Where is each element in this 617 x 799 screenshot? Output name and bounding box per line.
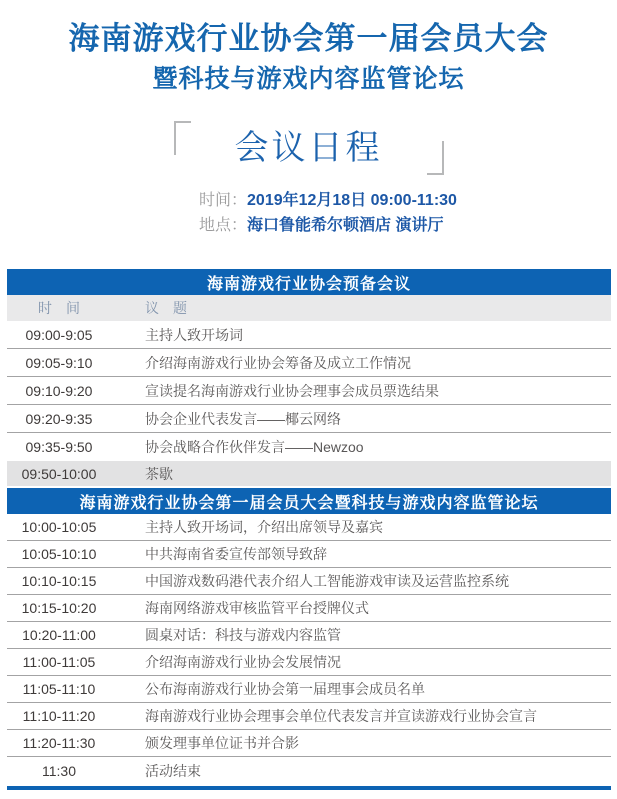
agenda-row bbox=[7, 377, 611, 405]
agenda-row bbox=[7, 514, 611, 541]
agenda-time: 10:10-10:15 bbox=[21, 573, 97, 589]
agenda-topic: 颁发理事单位证书并合影 bbox=[145, 735, 299, 751]
column-header-row bbox=[7, 295, 611, 321]
agenda-topic: 活动结束 bbox=[145, 762, 201, 779]
event-info bbox=[199, 190, 617, 237]
agenda-time: 09:35-9:50 bbox=[25, 439, 93, 455]
agenda-topic: 中国游戏数码港代表介绍人工智能游戏审读及运营监控系统 bbox=[145, 573, 509, 589]
time-label: 时间： bbox=[199, 192, 248, 209]
agenda-row bbox=[7, 405, 611, 433]
bottom-accent-bar bbox=[7, 786, 611, 790]
session1-header: 海南游戏行业协会预备会议 bbox=[7, 269, 611, 295]
agenda-topic: 主持人致开场词，介绍出席领导及嘉宾 bbox=[145, 519, 383, 535]
section-heading bbox=[0, 121, 617, 175]
page-title-line2: 暨科技与游戏内容监管论坛 bbox=[152, 65, 465, 93]
agenda-topic: 海南游戏行业协会理事会单位代表发言并宣读游戏行业协会宣言 bbox=[145, 708, 537, 724]
agenda-time: 10:05-10:10 bbox=[21, 546, 97, 562]
agenda-row bbox=[7, 321, 611, 349]
agenda-time: 11:10-11:20 bbox=[22, 708, 96, 724]
session2-rows bbox=[7, 514, 611, 784]
venue-label: 地点： bbox=[199, 217, 248, 234]
page-title-line1: 海南游戏行业协会第一届会员大会 bbox=[68, 21, 549, 56]
agenda-topic: 协会企业代表发言——椰云网络 bbox=[145, 410, 341, 427]
agenda-topic: 宣读提名海南游戏行业协会理事会成员票选结果 bbox=[145, 382, 439, 399]
agenda-topic: 海南网络游戏审核监管平台授牌仪式 bbox=[145, 600, 369, 616]
agenda-topic: 茶歇 bbox=[145, 465, 173, 482]
venue-value: 海口鲁能希尔顿酒店 演讲厅 bbox=[247, 217, 444, 234]
agenda-row-break bbox=[7, 461, 611, 486]
agenda-row bbox=[7, 622, 611, 649]
agenda-row bbox=[7, 703, 611, 730]
section-heading-title: 会议日程 bbox=[234, 129, 383, 167]
column-header-time: 时 间 bbox=[38, 300, 80, 316]
agenda-time: 11:30 bbox=[42, 762, 76, 779]
agenda-time: 09:50-10:00 bbox=[21, 465, 97, 482]
agenda-topic: 圆桌对话：科技与游戏内容监管 bbox=[145, 627, 341, 643]
agenda-time: 09:05-9:10 bbox=[25, 354, 93, 371]
agenda-topic: 协会战略合作伙伴发言——Newzoo bbox=[145, 439, 364, 455]
agenda-row bbox=[7, 730, 611, 757]
agenda-time: 09:00-9:05 bbox=[25, 326, 93, 343]
agenda-topic: 中共海南省委宣传部领导致辞 bbox=[145, 546, 327, 562]
agenda-row bbox=[7, 433, 611, 461]
agenda-row bbox=[7, 541, 611, 568]
corner-bracket-right-icon bbox=[427, 141, 444, 175]
agenda-time: 11:20-11:30 bbox=[22, 735, 96, 751]
agenda-row bbox=[7, 757, 611, 784]
column-header-topic: 议 题 bbox=[145, 300, 187, 316]
agenda-row bbox=[7, 595, 611, 622]
agenda-row bbox=[7, 568, 611, 595]
agenda-time: 10:20-11:00 bbox=[22, 627, 96, 643]
session2-header: 海南游戏行业协会第一届会员大会暨科技与游戏内容监管论坛 bbox=[7, 488, 611, 514]
agenda-time: 11:05-11:10 bbox=[22, 681, 96, 697]
agenda-topic: 介绍海南游戏行业协会筹备及成立工作情况 bbox=[145, 354, 411, 371]
agenda-time: 11:00-11:05 bbox=[22, 654, 96, 670]
time-value: 2019年12月18日 09:00-11:30 bbox=[247, 192, 457, 209]
agenda-time: 10:15-10:20 bbox=[21, 600, 97, 616]
agenda-topic: 主持人致开场词 bbox=[145, 326, 243, 343]
agenda-topic: 公布海南游戏行业协会第一届理事会成员名单 bbox=[145, 681, 425, 697]
agenda-row bbox=[7, 649, 611, 676]
agenda-time: 09:20-9:35 bbox=[25, 410, 93, 427]
event-venue-line bbox=[199, 215, 617, 237]
agenda-table bbox=[7, 269, 611, 790]
agenda-time: 10:00-10:05 bbox=[21, 519, 97, 535]
agenda-row bbox=[7, 676, 611, 703]
agenda-topic: 介绍海南游戏行业协会发展情况 bbox=[145, 654, 341, 670]
event-time-line bbox=[199, 190, 617, 212]
corner-bracket-left-icon bbox=[174, 121, 191, 155]
agenda-row bbox=[7, 349, 611, 377]
agenda-time: 09:10-9:20 bbox=[25, 382, 93, 399]
